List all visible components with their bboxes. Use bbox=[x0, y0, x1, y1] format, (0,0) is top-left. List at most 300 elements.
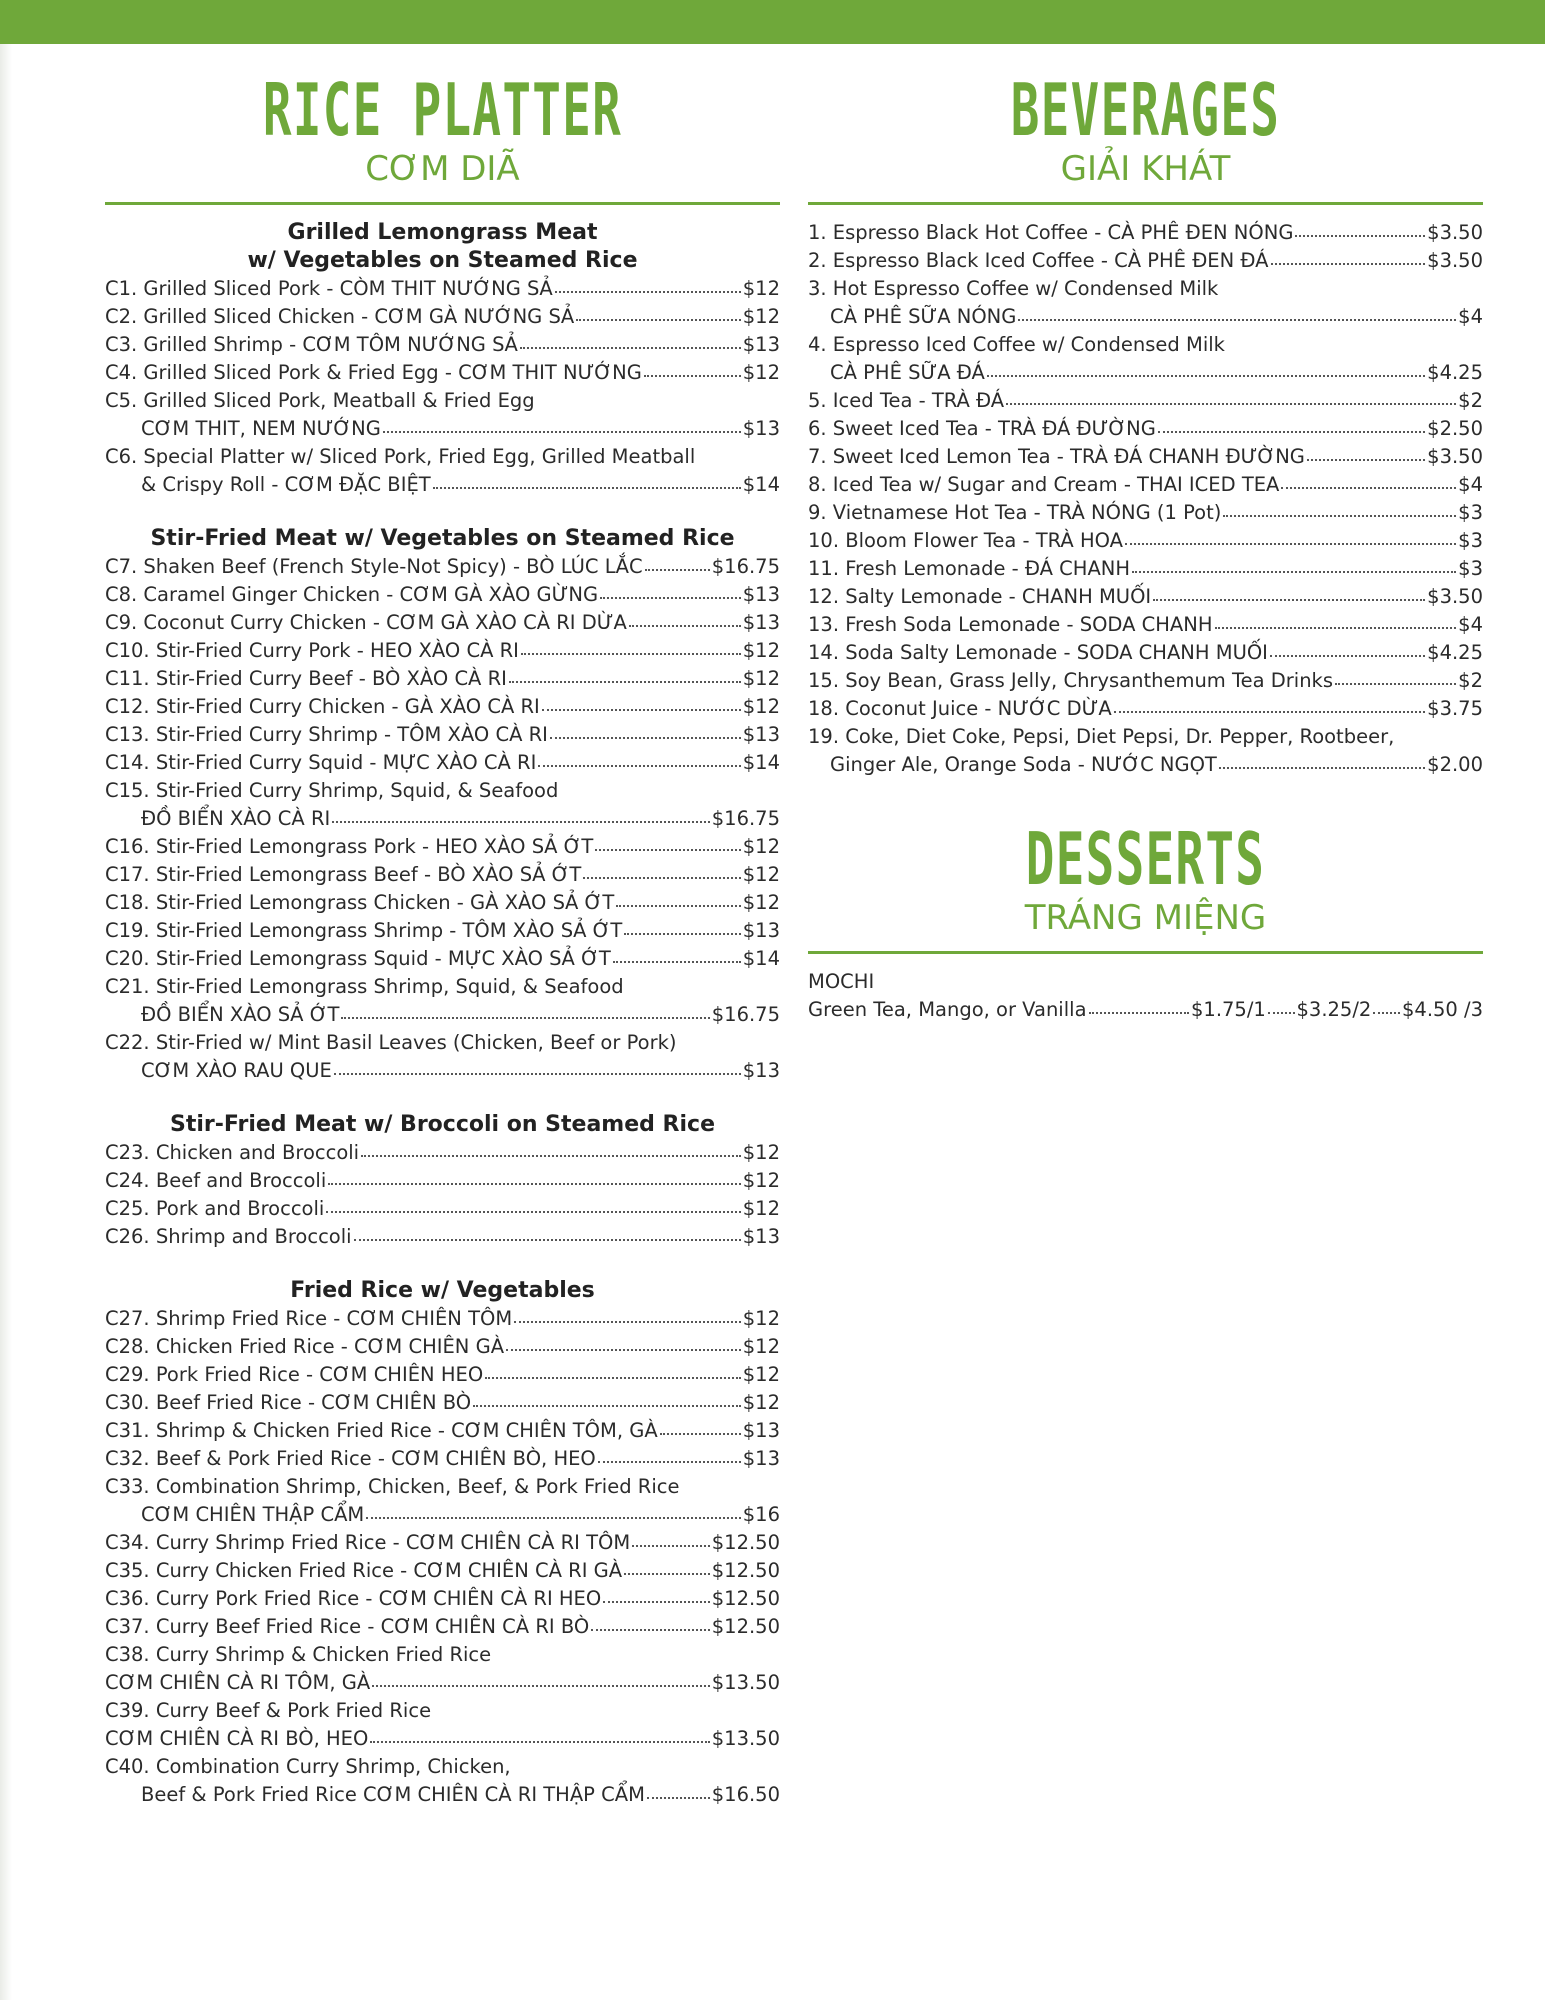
menu-item bbox=[105, 1167, 780, 1195]
item-name-continued: ĐỒ BIỂN XÀO CÀ RI bbox=[141, 807, 331, 830]
item-price: $2 bbox=[1458, 669, 1483, 692]
leader-dots bbox=[1219, 767, 1425, 769]
menu-item bbox=[105, 1389, 780, 1417]
item-name: C2. Grilled Sliced Chicken - CƠM GÀ NƯỚNG SẢ bbox=[105, 305, 575, 328]
item-line bbox=[105, 637, 780, 665]
group-title: Stir-Fried Meat w/ Vegetables on Steamed Rice bbox=[150, 526, 735, 551]
item-name: 19. Coke, Diet Coke, Pepsi, Diet Pepsi, Dr. Pepper, Rootbeer, bbox=[808, 725, 1395, 748]
item-name: C36. Curry Pork Fried Rice - CƠM CHIÊN CÀ RI HEO bbox=[105, 1587, 602, 1610]
item-name: C35. Curry Chicken Fried Rice - CƠM CHIÊN CÀ RI GÀ bbox=[105, 1559, 623, 1582]
item-name: C28. Chicken Fried Rice - CƠM CHIÊN GÀ bbox=[105, 1335, 505, 1358]
item-name-continued: & Crispy Roll - CƠM ĐẶC BIỆT bbox=[141, 473, 431, 496]
item-line bbox=[105, 1057, 780, 1085]
menu-item bbox=[105, 1333, 780, 1361]
item-price: $3.50 bbox=[1427, 445, 1483, 468]
leader-dots bbox=[1018, 319, 1456, 321]
menu-item bbox=[105, 1585, 780, 1613]
item-line bbox=[105, 275, 780, 303]
item-line bbox=[105, 861, 780, 889]
item-name-continued: Ginger Ale, Orange Soda - NƯỚC NGỌT bbox=[830, 753, 1217, 776]
section-title: BEVERAGES bbox=[1010, 68, 1281, 152]
menu-item bbox=[105, 889, 780, 917]
dessert-price-2: $3.25/2 bbox=[1296, 998, 1372, 1021]
item-name: C33. Combination Shrimp, Chicken, Beef, & Pork Fried Rice bbox=[105, 1475, 680, 1498]
leader-dots bbox=[616, 905, 741, 907]
leader-dots bbox=[1270, 655, 1425, 657]
leader-dots bbox=[334, 1073, 741, 1075]
leader-dots bbox=[632, 1545, 710, 1547]
item-line bbox=[808, 695, 1483, 723]
item-name: C17. Stir-Fried Lemongrass Beef - BÒ XÀO SẢ ỚT bbox=[105, 863, 582, 886]
item-price: $3.50 bbox=[1427, 585, 1483, 608]
item-line bbox=[105, 945, 780, 973]
leader-dots bbox=[1307, 459, 1425, 461]
item-price: $16.75 bbox=[711, 555, 780, 578]
item-line bbox=[808, 359, 1483, 387]
item-line bbox=[105, 359, 780, 387]
leader-dots bbox=[613, 961, 741, 963]
item-name: C6. Special Platter w/ Sliced Pork, Fried Egg, Grilled Meatball bbox=[105, 445, 696, 468]
menu-item bbox=[105, 749, 780, 777]
item-name: C34. Curry Shrimp Fried Rice - CƠM CHIÊN CÀ RI TÔM bbox=[105, 1531, 631, 1554]
item-name-continued: CƠM CHIÊN CÀ RI BÒ, HEO bbox=[105, 1727, 369, 1750]
menu-item bbox=[808, 471, 1483, 499]
dessert-item-title: MOCHI bbox=[808, 970, 875, 993]
item-price: $13.50 bbox=[711, 1727, 780, 1750]
item-line bbox=[808, 387, 1483, 415]
item-price: $4 bbox=[1458, 613, 1483, 636]
item-name: C40. Combination Curry Shrimp, Chicken, bbox=[105, 1755, 511, 1778]
item-name: C29. Pork Fried Rice - CƠM CHIÊN HEO bbox=[105, 1363, 484, 1386]
item-name-continued: ĐỒ BIỂN XÀO SẢ ỚT bbox=[141, 1003, 340, 1026]
item-line bbox=[808, 247, 1483, 275]
item-price: $13.50 bbox=[711, 1671, 780, 1694]
leader-dots bbox=[383, 431, 741, 433]
item-name: 8. Iced Tea w/ Sugar and Cream - THAI ICED TEA bbox=[808, 473, 1280, 496]
leader-dots bbox=[332, 821, 710, 823]
item-name: 3. Hot Espresso Coffee w/ Condensed Milk bbox=[808, 277, 1219, 300]
leader-dots bbox=[521, 653, 741, 655]
menu-item bbox=[105, 973, 780, 1029]
item-name: 5. Iced Tea - TRÀ ĐÁ bbox=[808, 389, 1005, 412]
item-price: $12.50 bbox=[711, 1559, 780, 1582]
leader-dots bbox=[473, 1405, 741, 1407]
item-name: C25. Pork and Broccoli bbox=[105, 1197, 325, 1220]
leader-dots bbox=[644, 375, 741, 377]
item-price: $13 bbox=[742, 723, 780, 746]
leader-dots bbox=[1114, 711, 1426, 713]
leader-dots bbox=[1215, 627, 1457, 629]
item-price: $13 bbox=[742, 1225, 780, 1248]
beverages-section bbox=[808, 70, 1483, 1024]
item-name: C13. Stir-Fried Curry Shrimp - TÔM XÀO CÀ RI bbox=[105, 723, 548, 746]
item-name: C11. Stir-Fried Curry Beef - BÒ XÀO CÀ RI bbox=[105, 667, 507, 690]
item-name: C30. Beef Fried Rice - CƠM CHIÊN BÒ bbox=[105, 1391, 472, 1414]
menu-item bbox=[808, 499, 1483, 527]
section-divider bbox=[105, 202, 780, 205]
item-line bbox=[105, 1529, 780, 1557]
leader-dots bbox=[1268, 1012, 1295, 1014]
menu-item bbox=[105, 275, 780, 303]
item-line bbox=[105, 1361, 780, 1389]
item-name: 4. Espresso Iced Coffee w/ Condensed Milk bbox=[808, 333, 1225, 356]
leader-dots bbox=[555, 291, 741, 293]
item-name: C32. Beef & Pork Fried Rice - CƠM CHIÊN BÒ, HEO bbox=[105, 1447, 596, 1470]
menu-item bbox=[105, 1613, 780, 1641]
item-price: $16 bbox=[742, 1503, 780, 1526]
item-line bbox=[105, 1557, 780, 1585]
leader-dots bbox=[645, 569, 710, 571]
item-price: $3.50 bbox=[1427, 249, 1483, 272]
menu-item bbox=[808, 583, 1483, 611]
leader-dots bbox=[366, 1517, 741, 1519]
item-price: $12 bbox=[742, 1169, 780, 1192]
item-name: C8. Caramel Ginger Chicken - CƠM GÀ XÀO GỪNG bbox=[105, 583, 599, 606]
item-line bbox=[105, 833, 780, 861]
leader-dots bbox=[629, 625, 741, 627]
rice-platter-section bbox=[105, 70, 780, 1809]
item-price: $12 bbox=[742, 1197, 780, 1220]
item-name-continued: CÀ PHÊ SỮA NÓNG bbox=[830, 305, 1017, 328]
item-line bbox=[105, 1417, 780, 1445]
menu-item bbox=[105, 1473, 780, 1529]
item-name: C19. Stir-Fried Lemongrass Shrimp - TÔM XÀO SẢ ỚT bbox=[105, 919, 623, 942]
item-name: C37. Curry Beef Fried Rice - CƠM CHIÊN CÀ RI BÒ bbox=[105, 1615, 590, 1638]
item-line bbox=[105, 303, 780, 331]
item-price: $13 bbox=[742, 1419, 780, 1442]
item-line bbox=[105, 1195, 780, 1223]
group-spacer bbox=[105, 1085, 780, 1111]
item-price: $12.50 bbox=[711, 1531, 780, 1554]
leader-dots bbox=[624, 933, 740, 935]
menu-item-list bbox=[105, 1139, 780, 1251]
item-line bbox=[105, 1781, 780, 1809]
section-subtitle: TRÁNG MIỆNG bbox=[1024, 898, 1267, 938]
item-name: 10. Bloom Flower Tea - TRÀ HOA bbox=[808, 529, 1123, 552]
item-price: $16.75 bbox=[711, 807, 780, 830]
item-name: 13. Fresh Soda Lemonade - SODA CHANH bbox=[808, 613, 1213, 636]
leader-dots bbox=[361, 1155, 741, 1157]
item-line bbox=[105, 1501, 780, 1529]
section-subtitle: GIẢI KHÁT bbox=[1060, 149, 1231, 189]
item-price: $13 bbox=[742, 611, 780, 634]
item-line bbox=[808, 499, 1483, 527]
leader-dots bbox=[1373, 1012, 1400, 1014]
menu-item bbox=[105, 861, 780, 889]
item-price: $12 bbox=[742, 639, 780, 662]
item-price: $4 bbox=[1458, 473, 1483, 496]
dessert-price-3: $4.50 /3 bbox=[1402, 998, 1483, 1021]
item-price: $2.50 bbox=[1427, 417, 1483, 440]
menu-item bbox=[105, 1223, 780, 1251]
menu-item bbox=[105, 1529, 780, 1557]
item-name-continued: Beef & Pork Fried Rice CƠM CHIÊN CÀ RI THẬP CẨM bbox=[141, 1783, 645, 1806]
item-price: $12 bbox=[742, 1141, 780, 1164]
leader-dots bbox=[1271, 263, 1426, 265]
item-line bbox=[808, 667, 1483, 695]
menu-item bbox=[105, 637, 780, 665]
leader-dots bbox=[647, 1797, 710, 1799]
menu-item bbox=[105, 581, 780, 609]
menu-item bbox=[105, 1417, 780, 1445]
menu-item bbox=[105, 945, 780, 973]
leader-dots bbox=[538, 765, 740, 767]
menu-item bbox=[105, 693, 780, 721]
menu-item bbox=[105, 1445, 780, 1473]
item-price: $16.50 bbox=[711, 1783, 780, 1806]
item-line bbox=[808, 639, 1483, 667]
dessert-price-1: $1.75/1 bbox=[1191, 998, 1266, 1021]
menu-item bbox=[808, 219, 1483, 247]
item-line bbox=[808, 471, 1483, 499]
item-price: $12 bbox=[742, 305, 780, 328]
leader-dots bbox=[520, 347, 741, 349]
item-name-continued: CÀ PHÊ SỮA ĐÁ bbox=[830, 361, 985, 384]
item-name: C7. Shaken Beef (French Style-Not Spicy) - BÒ LÚC LẮC bbox=[105, 555, 643, 578]
item-price: $3 bbox=[1458, 529, 1483, 552]
leader-dots bbox=[660, 1433, 741, 1435]
item-line bbox=[105, 1139, 780, 1167]
item-name: C26. Shrimp and Broccoli bbox=[105, 1225, 352, 1248]
item-line bbox=[808, 415, 1483, 443]
desserts-heading bbox=[808, 819, 1483, 937]
menu-item bbox=[105, 303, 780, 331]
menu-item bbox=[105, 1697, 780, 1753]
menu-item bbox=[105, 833, 780, 861]
dessert-price-line bbox=[808, 996, 1483, 1024]
item-price: $13 bbox=[742, 417, 780, 440]
item-price: $4.25 bbox=[1427, 361, 1483, 384]
item-line bbox=[808, 751, 1483, 779]
menu-item bbox=[105, 443, 780, 499]
item-line bbox=[808, 611, 1483, 639]
rice-platter-heading bbox=[105, 70, 780, 188]
item-price: $13 bbox=[742, 919, 780, 942]
leader-dots bbox=[1006, 403, 1456, 405]
item-line bbox=[808, 219, 1483, 247]
leader-dots bbox=[624, 1573, 710, 1575]
leader-dots bbox=[1125, 543, 1456, 545]
item-name: C9. Coconut Curry Chicken - CƠM GÀ XÀO CÀ RI DỪA bbox=[105, 611, 627, 634]
leader-dots bbox=[583, 877, 740, 879]
item-price: $12 bbox=[742, 1335, 780, 1358]
leader-dots bbox=[1223, 515, 1456, 517]
leader-dots bbox=[514, 1321, 741, 1323]
item-line bbox=[105, 889, 780, 917]
item-price: $12.50 bbox=[711, 1615, 780, 1638]
section-divider bbox=[808, 951, 1483, 954]
item-line bbox=[808, 527, 1483, 555]
menu-item bbox=[808, 639, 1483, 667]
item-name: C18. Stir-Fried Lemongrass Chicken - GÀ XÀO SẢ ỚT bbox=[105, 891, 615, 914]
item-price: $12 bbox=[742, 891, 780, 914]
item-price: $2 bbox=[1458, 389, 1483, 412]
item-line bbox=[105, 1333, 780, 1361]
item-price: $12 bbox=[742, 277, 780, 300]
item-name: 1. Espresso Black Hot Coffee - CÀ PHÊ ĐEN NÓNG bbox=[808, 221, 1294, 244]
leader-dots bbox=[576, 319, 741, 321]
item-name: 14. Soda Salty Lemonade - SODA CHANH MUỐI bbox=[808, 641, 1268, 664]
leader-dots bbox=[603, 1601, 710, 1603]
leader-dots bbox=[1295, 235, 1425, 237]
item-name: C38. Curry Shrimp & Chicken Fried Rice bbox=[105, 1643, 492, 1666]
item-name: C5. Grilled Sliced Pork, Meatball & Fried Egg bbox=[105, 389, 535, 412]
item-name: 12. Salty Lemonade - CHANH MUỐI bbox=[808, 585, 1152, 608]
item-line bbox=[808, 583, 1483, 611]
leader-dots bbox=[370, 1741, 709, 1743]
group-title: Stir-Fried Meat w/ Broccoli on Steamed Rice bbox=[169, 1112, 715, 1137]
leader-dots bbox=[542, 709, 741, 711]
menu-item bbox=[105, 387, 780, 443]
group-spacer bbox=[105, 499, 780, 525]
group-title-line2: w/ Vegetables on Steamed Rice bbox=[247, 248, 638, 273]
item-price: $14 bbox=[742, 947, 780, 970]
group-title: Fried Rice w/ Vegetables bbox=[290, 1278, 595, 1303]
item-line bbox=[105, 693, 780, 721]
leader-dots bbox=[595, 849, 740, 851]
item-line bbox=[105, 581, 780, 609]
item-name: C15. Stir-Fried Curry Shrimp, Squid, & Seafood bbox=[105, 779, 559, 802]
menu-item bbox=[105, 553, 780, 581]
menu-item bbox=[105, 1305, 780, 1333]
leader-dots bbox=[328, 1183, 741, 1185]
item-line bbox=[105, 1001, 780, 1029]
item-name: C3. Grilled Shrimp - CƠM TÔM NƯỚNG SẢ bbox=[105, 333, 518, 356]
item-line bbox=[105, 1305, 780, 1333]
menu-item bbox=[105, 1195, 780, 1223]
menu-item bbox=[105, 359, 780, 387]
group-title: Grilled Lemongrass Meat bbox=[287, 220, 598, 245]
menu-item bbox=[808, 723, 1483, 779]
item-price: $13 bbox=[742, 333, 780, 356]
menu-item bbox=[808, 443, 1483, 471]
item-line bbox=[105, 721, 780, 749]
item-name: 18. Coconut Juice - NƯỚC DỪA bbox=[808, 697, 1112, 720]
item-price: $14 bbox=[742, 473, 780, 496]
menu-item bbox=[105, 721, 780, 749]
item-price: $12 bbox=[742, 1391, 780, 1414]
leader-dots bbox=[1153, 599, 1425, 601]
leader-dots bbox=[485, 1377, 741, 1379]
leader-dots bbox=[1281, 487, 1456, 489]
menu-item bbox=[105, 1139, 780, 1167]
item-name: 9. Vietnamese Hot Tea - TRÀ NÓNG (1 Pot) bbox=[808, 501, 1222, 524]
item-line bbox=[105, 1669, 780, 1697]
item-name: C16. Stir-Fried Lemongrass Pork - HEO XÀO SẢ ỚT bbox=[105, 835, 594, 858]
item-price: $16.75 bbox=[711, 1003, 780, 1026]
leader-dots bbox=[1132, 571, 1456, 573]
beverage-list bbox=[808, 219, 1483, 779]
item-name: C12. Stir-Fried Curry Chicken - GÀ XÀO CÀ RI bbox=[105, 695, 540, 718]
menu-item bbox=[105, 1753, 780, 1809]
menu-item bbox=[808, 527, 1483, 555]
item-line bbox=[105, 917, 780, 945]
dessert-flavors: Green Tea, Mango, or Vanilla bbox=[808, 998, 1087, 1021]
menu-item bbox=[808, 611, 1483, 639]
top-banner bbox=[0, 0, 1545, 44]
item-price: $3.75 bbox=[1427, 697, 1483, 720]
leader-dots bbox=[433, 487, 741, 489]
item-name-continued: CƠM CHIÊN CÀ RI TÔM, GÀ bbox=[105, 1671, 371, 1694]
item-name: C10. Stir-Fried Curry Pork - HEO XÀO CÀ RI bbox=[105, 639, 519, 662]
leader-dots bbox=[600, 597, 741, 599]
item-name: C24. Beef and Broccoli bbox=[105, 1169, 327, 1192]
item-name: 11. Fresh Lemonade - ĐÁ CHANH bbox=[808, 557, 1131, 580]
menu-item-list bbox=[105, 275, 780, 499]
menu-item bbox=[105, 1641, 780, 1697]
item-price: $12.50 bbox=[711, 1587, 780, 1610]
item-line bbox=[105, 553, 780, 581]
menu-item-list bbox=[105, 553, 780, 1085]
item-price: $13 bbox=[742, 1447, 780, 1470]
item-price: $12 bbox=[742, 361, 780, 384]
item-name: C22. Stir-Fried w/ Mint Basil Leaves (Chicken, Beef or Pork) bbox=[105, 1031, 677, 1054]
item-price: $3.50 bbox=[1427, 221, 1483, 244]
item-price: $14 bbox=[742, 751, 780, 774]
item-price: $12 bbox=[742, 835, 780, 858]
item-line bbox=[105, 1167, 780, 1195]
item-name-continued: CƠM CHIÊN THẬP CẨM bbox=[141, 1503, 365, 1526]
section-title: RICE PLATTER bbox=[262, 68, 623, 152]
leader-dots bbox=[372, 1685, 710, 1687]
rice-groups bbox=[105, 219, 780, 1809]
item-price: $2.00 bbox=[1427, 753, 1483, 776]
menu-item bbox=[808, 555, 1483, 583]
menu-item bbox=[808, 331, 1483, 387]
leader-dots bbox=[506, 1349, 741, 1351]
item-name: C21. Stir-Fried Lemongrass Shrimp, Squid, & Seafood bbox=[105, 975, 624, 998]
item-line bbox=[105, 749, 780, 777]
item-name: 7. Sweet Iced Lemon Tea - TRÀ ĐÁ CHANH ĐƯỜNG bbox=[808, 445, 1305, 468]
item-line bbox=[105, 665, 780, 693]
item-line bbox=[105, 415, 780, 443]
item-line bbox=[105, 1445, 780, 1473]
item-price: $12 bbox=[742, 863, 780, 886]
item-price: $4 bbox=[1458, 305, 1483, 328]
menu-item bbox=[105, 917, 780, 945]
item-name: 2. Espresso Black Iced Coffee - CÀ PHÊ ĐEN ĐÁ bbox=[808, 249, 1269, 272]
menu-item bbox=[808, 667, 1483, 695]
item-line bbox=[808, 443, 1483, 471]
item-name: C27. Shrimp Fried Rice - CƠM CHIÊN TÔM bbox=[105, 1307, 513, 1330]
menu-item bbox=[105, 665, 780, 693]
item-price: $12 bbox=[742, 1307, 780, 1330]
item-name: C23. Chicken and Broccoli bbox=[105, 1141, 360, 1164]
menu-item bbox=[808, 415, 1483, 443]
menu-item bbox=[105, 1029, 780, 1085]
item-line bbox=[105, 609, 780, 637]
group-spacer bbox=[105, 1251, 780, 1277]
item-price: $13 bbox=[742, 1059, 780, 1082]
page-edge bbox=[0, 44, 12, 2000]
menu-item bbox=[105, 1557, 780, 1585]
leader-dots bbox=[1335, 683, 1456, 685]
menu-item bbox=[808, 275, 1483, 331]
leader-dots bbox=[550, 737, 741, 739]
menu-item bbox=[105, 609, 780, 637]
leader-dots bbox=[591, 1629, 710, 1631]
item-price: $3 bbox=[1458, 501, 1483, 524]
leader-dots bbox=[1089, 1012, 1189, 1014]
menu-item bbox=[808, 387, 1483, 415]
leader-dots bbox=[598, 1461, 741, 1463]
section-title: DESSERTS bbox=[1025, 817, 1266, 901]
item-name: 15. Soy Bean, Grass Jelly, Chrysanthemum Tea Drinks bbox=[808, 669, 1334, 692]
item-line bbox=[105, 805, 780, 833]
item-line bbox=[105, 1389, 780, 1417]
leader-dots bbox=[326, 1211, 740, 1213]
item-line bbox=[808, 555, 1483, 583]
